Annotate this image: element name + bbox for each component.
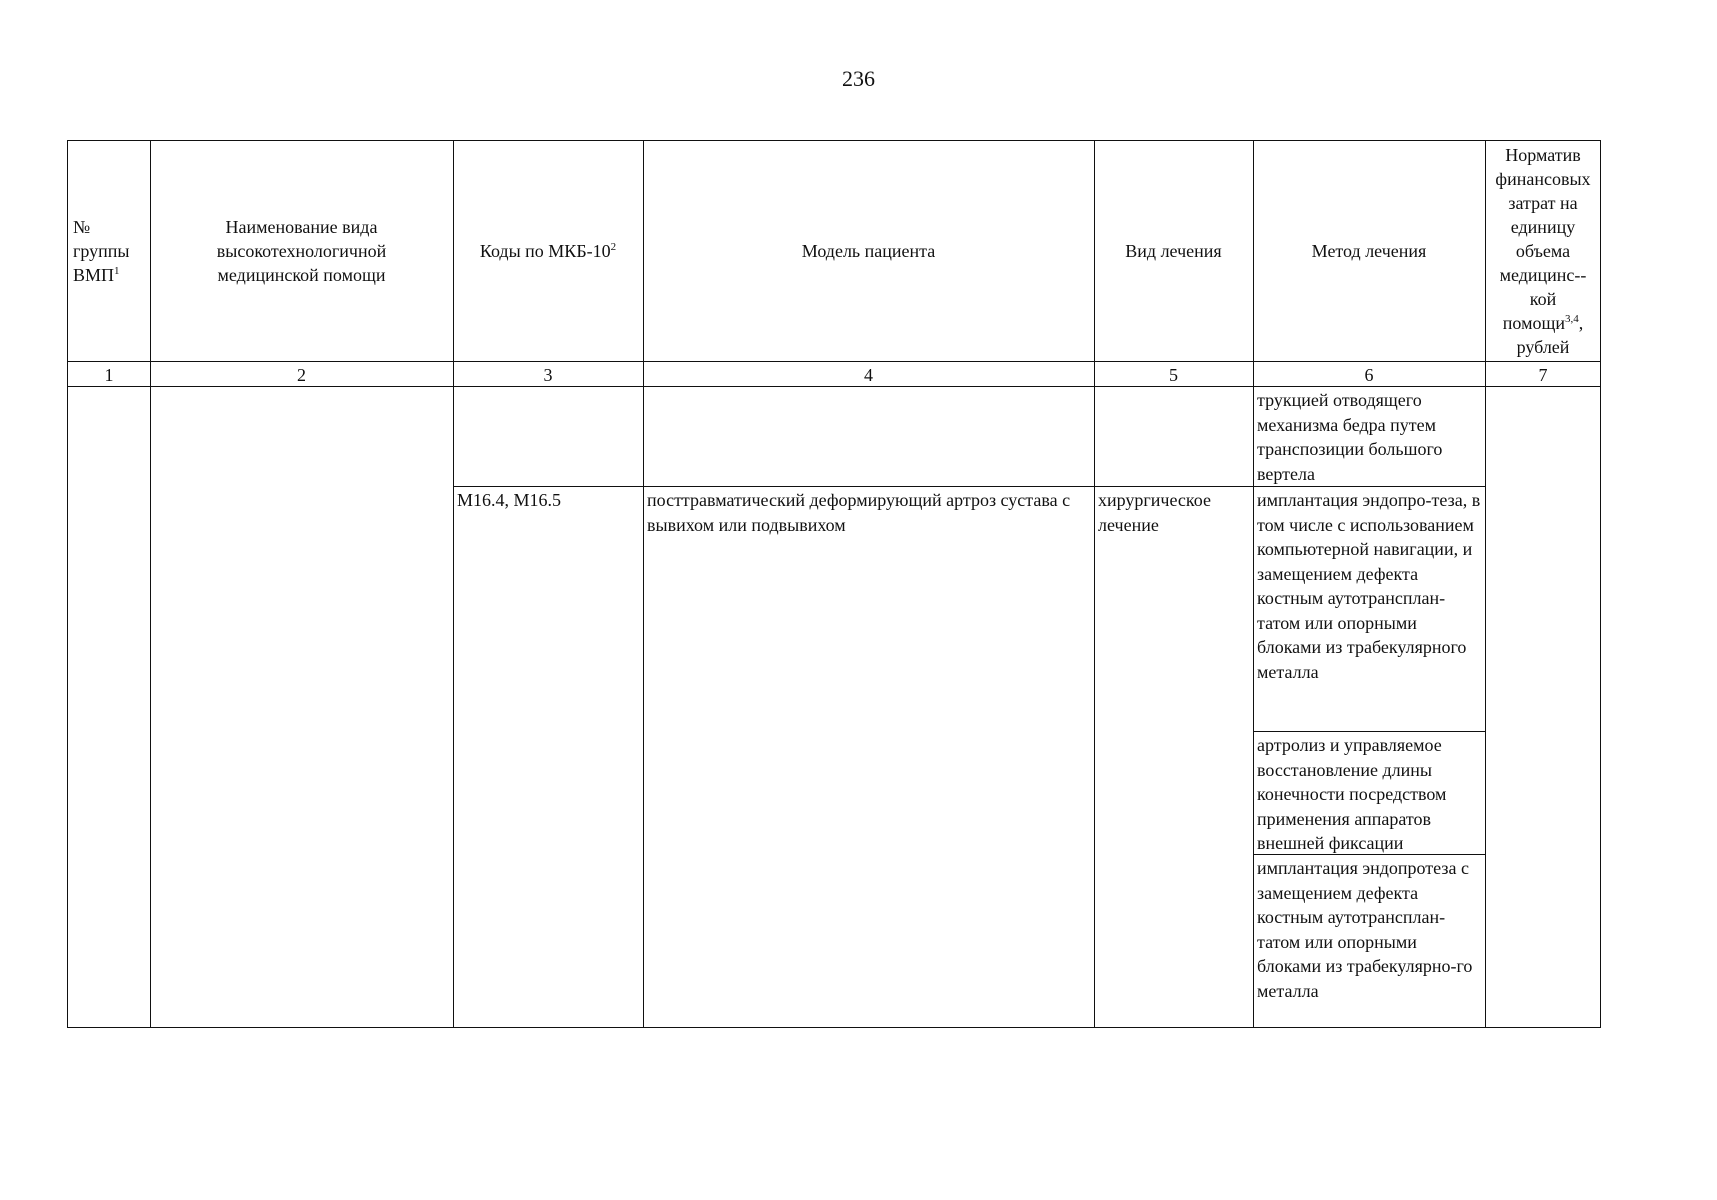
page-number: 236 (842, 66, 875, 91)
column-number: 1 (104, 365, 114, 385)
header-care-type: Наименование вида высокотехнологичной медицинской помощи (216, 217, 387, 285)
header-divider (68, 361, 1600, 362)
column-number: 3 (543, 365, 553, 385)
column-number: 4 (864, 365, 873, 385)
header-cost-standard: Норматив финансовых затрат на единицу объема медицинс--кой помощи$^{3,4}$, рублей (1495, 145, 1591, 357)
column-number: 5 (1169, 365, 1178, 385)
method-cell: имплантация эндопротеза с замещением дефекта костным аутотрансплан-татом или опорными блоками из трабекулярно-го металла (1257, 858, 1473, 1001)
header-treatment-method: Метод лечения (1311, 241, 1427, 261)
method-cell: артролиз и управляемое восстановление длины конечности посредством применения аппаратов внешней фиксации (1257, 735, 1447, 853)
header-treatment-type: Вид лечения (1125, 241, 1222, 261)
column-divider (150, 141, 151, 1027)
column-number: 6 (1364, 365, 1374, 385)
method-cell: имплантация эндопро-теза, в том числе с использованием компьютерной навигации, и замещением дефекта костным аутотрансплан-татом или опорными блоками из трабекулярного металла (1257, 490, 1481, 682)
header-group-number: № группы ВМП$^1$ (73, 217, 130, 285)
column-number: 2 (297, 365, 306, 385)
patient-model-cell: посттравматический деформирующий артроз сустава с вывихом или подвывихом (647, 490, 1071, 535)
treatment-type-cell: хирургическое лечение (1098, 490, 1211, 535)
column-number: 7 (1538, 365, 1548, 385)
header-icd-codes: Коды по МКБ-$10^2$ (479, 241, 617, 261)
procedures-table (67, 140, 1601, 1028)
method-continuation-cell: трукцией отводящего механизма бедра путем транспозиции большого вертела (1257, 390, 1443, 484)
header-patient-model: Модель пациента (801, 241, 936, 261)
icd-codes-cell: M16.4, M16.5 (457, 490, 562, 510)
